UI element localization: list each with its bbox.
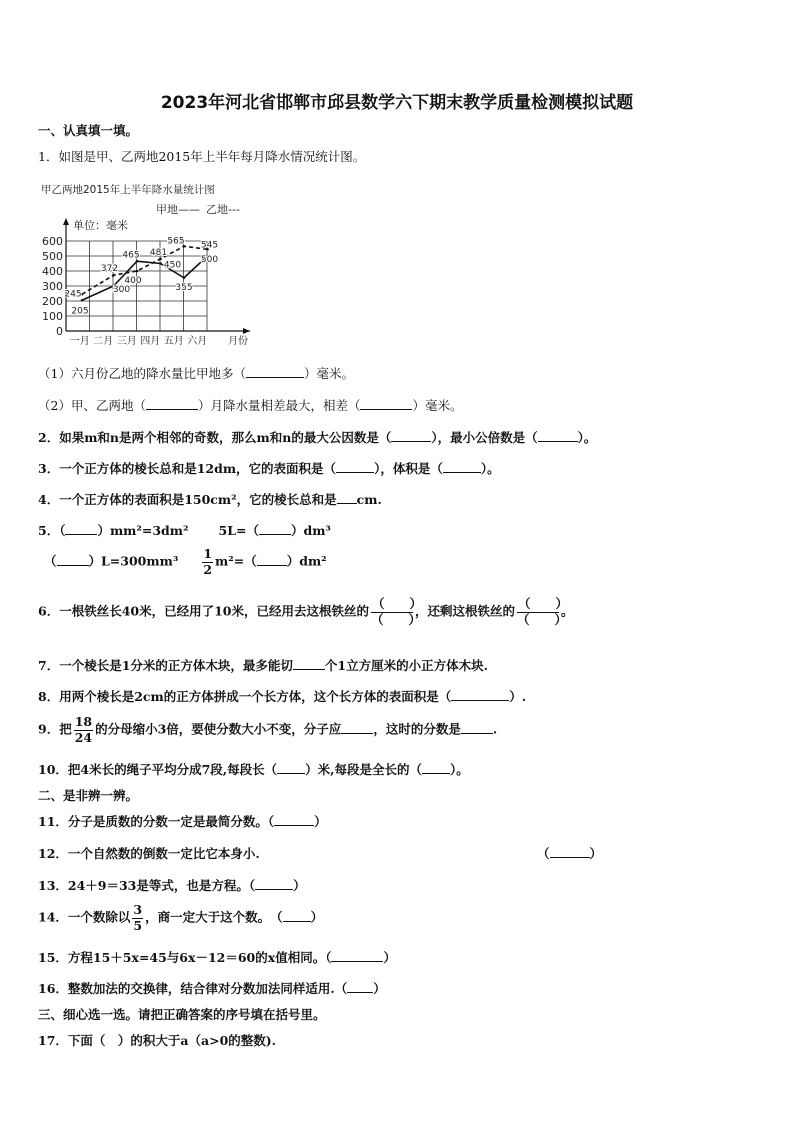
answer-blank[interactable] bbox=[336, 459, 374, 473]
data-point bbox=[183, 276, 186, 279]
data-label: 465 bbox=[122, 250, 140, 261]
legend-jiadi: 甲地—— bbox=[156, 203, 200, 216]
answer-blank[interactable] bbox=[347, 979, 373, 993]
answer-blank[interactable] bbox=[274, 812, 314, 826]
x-tick-label: 四月 bbox=[140, 336, 161, 347]
y-tick-label: 400 bbox=[42, 265, 63, 278]
data-point bbox=[136, 260, 139, 263]
answer-blank[interactable] bbox=[257, 552, 287, 566]
answer-blank[interactable] bbox=[538, 428, 578, 442]
answer-blank[interactable] bbox=[461, 720, 493, 734]
section-heading-1: 一、认真填一填。 bbox=[38, 123, 139, 138]
answer-blank[interactable] bbox=[259, 521, 291, 535]
data-label: 545 bbox=[200, 240, 219, 251]
data-label: 500 bbox=[200, 255, 219, 265]
answer-blank[interactable] bbox=[443, 459, 481, 473]
y-axis-arrow bbox=[63, 218, 69, 225]
chart-title: 甲乙两地2015年上半年降水量统计图 bbox=[41, 184, 215, 196]
question-10: 10．把4米长的绳子平均分成7段,每段长（ ）米,每段是全长的（ ）。 bbox=[38, 762, 469, 777]
page-title: 2023年河北省邯郸市邱县数学六下期末教学质量检测模拟试题 bbox=[160, 93, 634, 113]
y-tick-label: 300 bbox=[42, 280, 63, 293]
answer-blank[interactable] bbox=[283, 908, 311, 922]
answer-blank[interactable] bbox=[293, 656, 325, 670]
data-label: 300 bbox=[112, 285, 131, 295]
data-label: 355 bbox=[175, 282, 193, 293]
x-tick-label: 二月 bbox=[93, 336, 114, 347]
question-12-answer: （ ） bbox=[537, 846, 603, 861]
question-1 bbox=[38, 147, 365, 165]
question-6: 6．一根铁丝长40米，已经用了10米，已经用去这根铁丝的 $\frac{( )}{( )}$ ，还剩这根铁丝的 $\frac{( )}{( )}$ 。 bbox=[38, 596, 574, 627]
answer-blank[interactable] bbox=[277, 760, 305, 774]
answer-fraction-used[interactable]: $\frac{( )}{( )}$ bbox=[371, 596, 423, 627]
x-axis-arrow bbox=[243, 328, 250, 334]
data-label: 400 bbox=[124, 276, 142, 286]
answer-blank[interactable] bbox=[146, 396, 198, 410]
x-axis-label: 月份 bbox=[228, 336, 248, 347]
fraction-3-5: $\frac{3}{5}$ bbox=[133, 902, 143, 933]
question-3: 3．一个正方体的棱长总和是12dm，它的表面积是（ ），体积是（ ）。 bbox=[38, 461, 500, 476]
question-5-a: 5．（ ）mm²=3dm² 5L=（ ）dm³ bbox=[38, 523, 331, 538]
series-line-jiadi bbox=[82, 256, 208, 300]
data-label: 481 bbox=[149, 247, 168, 258]
question-7: 7．一个棱长是1分米的正方体木块，最多能切 个1立方厘米的小正方体木块. bbox=[38, 658, 488, 673]
data-label: 245 bbox=[64, 289, 82, 300]
data-label: 450 bbox=[163, 260, 182, 271]
question-12: 12．一个自然数的倒数一定比它本身小. bbox=[38, 846, 260, 861]
question-8: 8．用两个棱长是2cm的正方体拼成一个长方体，这个长方体的表面积是（ ）. bbox=[38, 689, 527, 704]
question-17: 17．下面（ ）的积大于a（a>0的整数). bbox=[38, 1033, 277, 1048]
question-13: 13．24＋9＝33是等式，也是方程。（ ） bbox=[38, 878, 306, 893]
answer-blank[interactable] bbox=[451, 687, 509, 701]
y-axis-unit-label: 单位：毫米 bbox=[73, 219, 128, 232]
question-text: 如图是甲、乙两地2015年上半年每月降水情况统计图。 bbox=[58, 149, 366, 164]
question-4: 4．一个正方体的表面积是150cm²，它的棱长总和是 cm. bbox=[38, 492, 382, 507]
section-heading-3: 三、细心选一选。请把正确答案的序号填在括号里。 bbox=[38, 1007, 326, 1022]
data-label: 205 bbox=[71, 306, 89, 317]
y-tick-label: 0 bbox=[56, 325, 63, 338]
question-16: 16．整数加法的交换律，结合律对分数加法同样适用.（ ） bbox=[38, 981, 386, 996]
answer-blank[interactable] bbox=[255, 876, 293, 890]
x-tick-label: 一月 bbox=[69, 336, 90, 347]
question-2: 2．如果m和n是两个相邻的奇数，那么m和n的最大公因数是（ ），最小公倍数是（ ）。 bbox=[38, 430, 597, 445]
legend-yidi: 乙地--- bbox=[206, 203, 240, 216]
data-point bbox=[112, 274, 115, 277]
answer-blank[interactable] bbox=[65, 521, 97, 535]
answer-blank[interactable] bbox=[422, 760, 450, 774]
data-point bbox=[81, 299, 84, 302]
fraction-one-half: $\frac{1}{2}$ bbox=[203, 546, 213, 577]
answer-blank[interactable] bbox=[337, 490, 357, 504]
section-heading-2: 二、是非辨一辨。 bbox=[38, 788, 139, 803]
data-point bbox=[136, 270, 139, 273]
data-point bbox=[159, 258, 162, 261]
answer-blank[interactable] bbox=[341, 720, 373, 734]
y-tick-label: 600 bbox=[42, 235, 63, 248]
question-14: 14．一个数除以 $\frac{3}{5}$ ，商一定大于这个数。 （ ） bbox=[38, 902, 324, 933]
question-5-b: （ ）L=300mm³ $\frac{1}{2}$ m²=（ ）dm² bbox=[44, 546, 327, 577]
question-number: 1． bbox=[38, 149, 59, 164]
y-tick-label: 100 bbox=[42, 310, 63, 323]
question-9: 9．把 $\frac{18}{24}$ 的分母缩小3倍，要使分数大小不变，分子应 ，这时的分数是 . bbox=[38, 714, 498, 745]
answer-blank[interactable] bbox=[246, 364, 304, 378]
question-11: 11．分子是质数的分数一定是最简分数。（ ） bbox=[38, 814, 327, 829]
fraction-18-24: $\frac{18}{24}$ bbox=[74, 714, 93, 745]
x-tick-label: 三月 bbox=[116, 336, 137, 347]
data-label: 565 bbox=[167, 236, 185, 247]
question-1-2: （2）甲、乙两地（ ）月降水量相差最大，相差（ ）毫米。 bbox=[38, 398, 463, 413]
answer-blank[interactable] bbox=[57, 552, 89, 566]
x-tick-label: 六月 bbox=[187, 336, 208, 347]
data-label: 372 bbox=[100, 264, 119, 275]
answer-blank[interactable] bbox=[331, 948, 383, 962]
rainfall-line-chart bbox=[36, 180, 266, 348]
y-tick-label: 500 bbox=[42, 250, 63, 263]
y-tick-label: 200 bbox=[42, 295, 63, 308]
answer-blank[interactable] bbox=[550, 844, 590, 858]
answer-fraction-remaining[interactable]: $\frac{( )}{( )}$ bbox=[517, 596, 569, 627]
answer-blank[interactable] bbox=[360, 396, 412, 410]
question-15: 15．方程15＋5x=45与6x－12＝60的x值相同。（ ） bbox=[38, 950, 396, 965]
answer-blank[interactable] bbox=[391, 428, 431, 442]
data-point bbox=[159, 262, 162, 265]
x-tick-label: 五月 bbox=[163, 336, 184, 347]
question-1-1: （1）六月份乙地的降水量比甲地多（ ）毫米。 bbox=[38, 366, 354, 381]
